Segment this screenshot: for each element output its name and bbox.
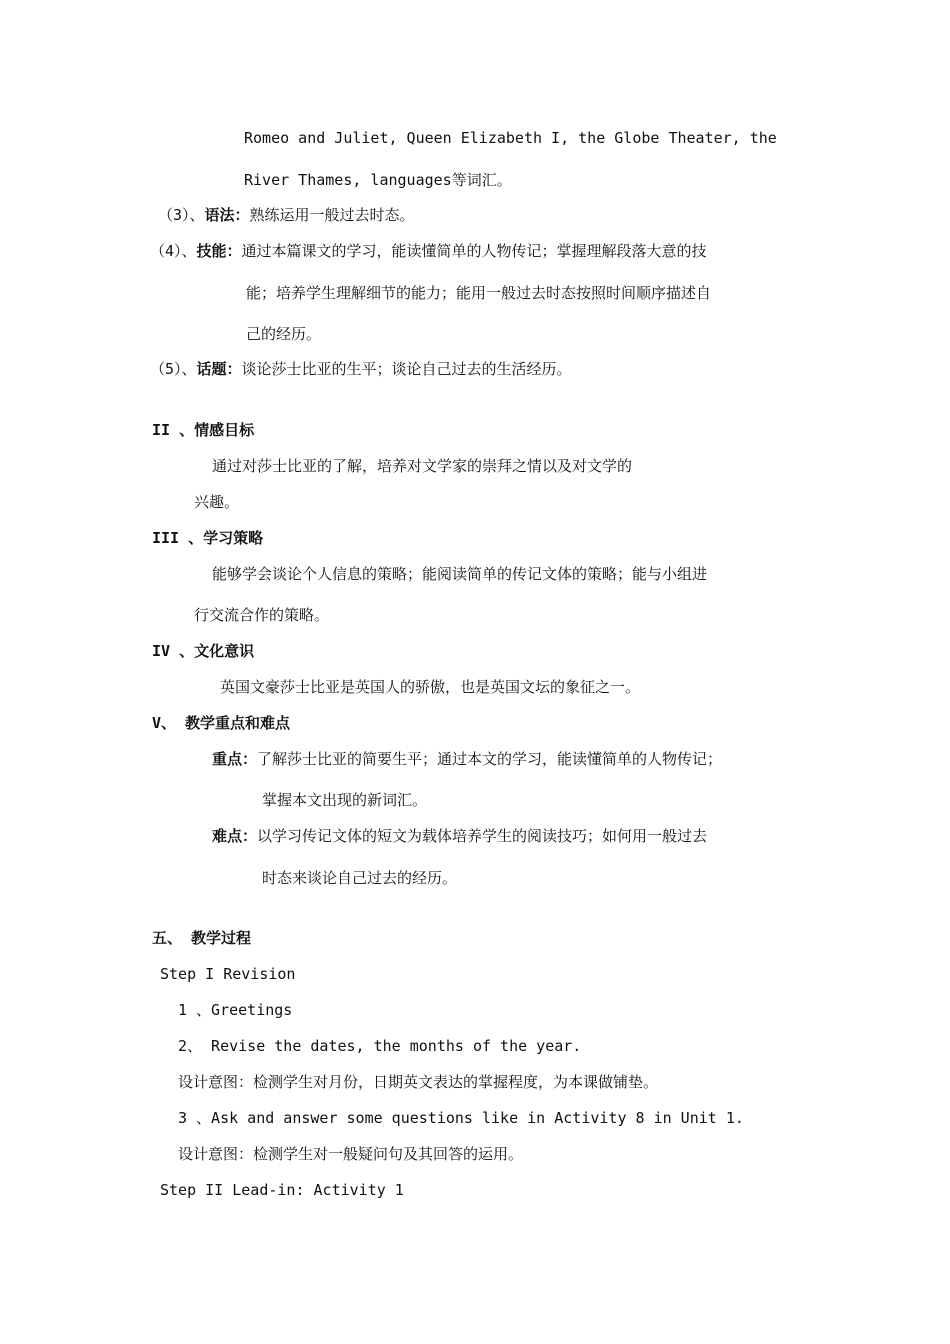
difficulty-point bbox=[212, 826, 707, 846]
difficulty-label: 难点： bbox=[212, 827, 258, 845]
grammar-objective bbox=[158, 205, 415, 225]
emotion-heading: II 、情感目标 bbox=[152, 421, 255, 439]
step-1-item-2: 2、 Revise the dates, the months of the year. bbox=[178, 1037, 582, 1055]
vocab-line-2: River Thames, languages等词汇。 bbox=[244, 171, 512, 189]
skills-objective bbox=[150, 241, 707, 261]
key-points-heading: V、 教学重点和难点 bbox=[152, 714, 291, 732]
strategy-heading: III 、学习策略 bbox=[152, 529, 264, 547]
topic-text: 谈论莎士比亚的生平；谈论自己过去的生活经历。 bbox=[241, 360, 572, 378]
focus-text-2: 掌握本文出现的新词汇。 bbox=[262, 791, 428, 809]
culture-heading: IV 、文化意识 bbox=[152, 642, 255, 660]
grammar-text: 熟练运用一般过去时态。 bbox=[249, 206, 415, 224]
focus-label: 重点： bbox=[212, 750, 258, 768]
vocab-line-1: Romeo and Juliet, Queen Elizabeth I, the Globe Theater, the bbox=[244, 129, 777, 147]
skills-label: 技能： bbox=[196, 242, 242, 260]
grammar-num: （3）、 bbox=[158, 206, 205, 224]
step-1-item-3: 3 、Ask and answer some questions like in Activity 8 in Unit 1. bbox=[178, 1109, 744, 1127]
design-intent-2: 设计意图：检测学生对一般疑问句及其回答的运用。 bbox=[178, 1145, 524, 1163]
topic-num: （5）、 bbox=[150, 360, 197, 378]
skills-num: （4）、 bbox=[150, 242, 197, 260]
difficulty-text-1: 以学习传记文体的短文为载体培养学生的阅读技巧；如何用一般过去 bbox=[257, 827, 708, 845]
focus-point bbox=[212, 749, 722, 769]
strategy-text-1: 能够学会谈论个人信息的策略；能阅读简单的传记文体的策略；能与小组进 bbox=[212, 565, 708, 583]
skills-text-3: 己的经历。 bbox=[246, 325, 322, 343]
difficulty-text-2: 时态来谈论自己过去的经历。 bbox=[262, 869, 458, 887]
focus-text-1: 了解莎士比亚的简要生平；通过本文的学习，能读懂简单的人物传记； bbox=[257, 750, 723, 768]
step-2: Step II Lead-in: Activity 1 bbox=[160, 1181, 404, 1199]
design-intent-1: 设计意图：检测学生对月份，日期英文表达的掌握程度，为本课做铺垫。 bbox=[178, 1073, 659, 1091]
emotion-text-2: 兴趣。 bbox=[194, 493, 240, 511]
culture-text-1: 英国文豪莎士比亚是英国人的骄傲，也是英国文坛的象征之一。 bbox=[220, 678, 641, 696]
emotion-text-1: 通过对莎士比亚的了解，培养对文学家的崇拜之情以及对文学的 bbox=[212, 457, 633, 475]
step-1: Step I Revision bbox=[160, 965, 296, 983]
process-heading: 五、 教学过程 bbox=[152, 929, 252, 947]
topic-objective bbox=[150, 359, 572, 379]
skills-text-1: 通过本篇课文的学习，能读懂简单的人物传记；掌握理解段落大意的技 bbox=[241, 242, 707, 260]
grammar-label: 语法： bbox=[204, 206, 250, 224]
strategy-text-2: 行交流合作的策略。 bbox=[194, 606, 330, 624]
topic-label: 话题： bbox=[196, 360, 242, 378]
step-1-item-1: 1 、Greetings bbox=[178, 1001, 293, 1019]
skills-text-2: 能；培养学生理解细节的能力；能用一般过去时态按照时间顺序描述自 bbox=[246, 284, 712, 302]
